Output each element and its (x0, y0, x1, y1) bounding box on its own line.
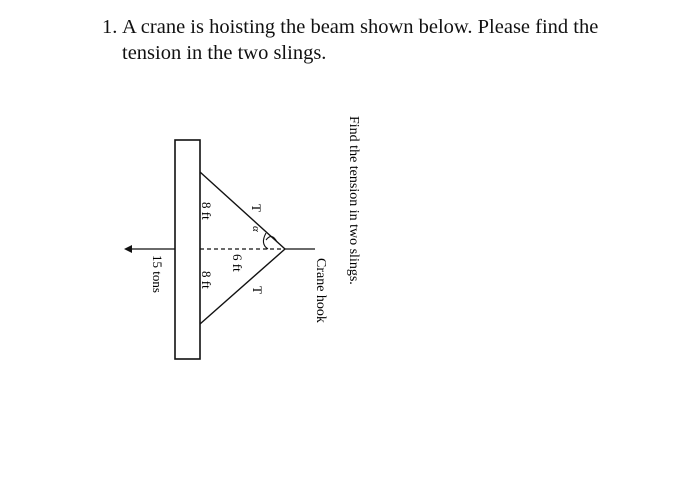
angle-label: α (250, 226, 262, 232)
height-label: 6 ft (230, 254, 245, 272)
problem-number: 1. (102, 16, 118, 38)
load-arrow-icon (124, 245, 132, 253)
crane-hook-label: Crane hook (313, 258, 328, 323)
problem-text-line-2: tension in the two slings. (122, 42, 327, 64)
load-label: 15 tons (150, 255, 165, 293)
sling-left (200, 172, 285, 249)
tension-label-right: T (250, 286, 265, 294)
angle-arc (263, 233, 268, 249)
problem-text-line-1: A crane is hoisting the beam shown below. Please find the (122, 16, 599, 38)
instruction-label: Find the tension in two slings. (346, 116, 361, 285)
half-span-right-label: 8 ft (199, 271, 214, 289)
tension-label-left: T (249, 204, 264, 212)
sling-right (200, 249, 285, 324)
half-span-left-label: 8 ft (199, 202, 214, 220)
beam (175, 140, 200, 359)
